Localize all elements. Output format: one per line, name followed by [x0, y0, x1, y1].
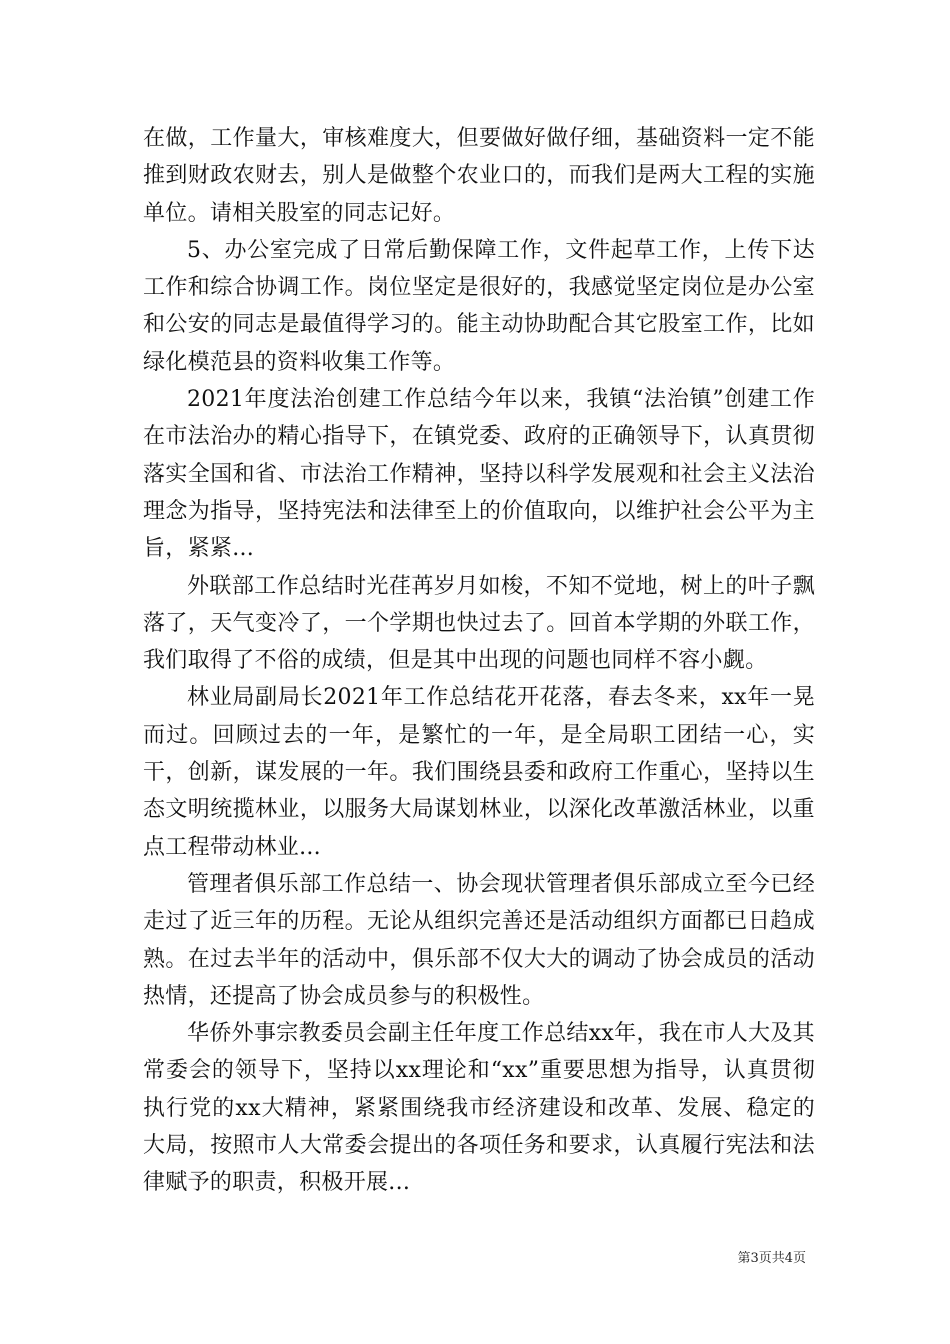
paragraph: 林业局副局长2021年工作总结花开花落，春去冬来，xx年一晃而过。回顾过去的一年，是繁忙的一年，是全局职工团结一心，实干，创新，谋发展的一年。我们围绕县委和政府工作重心，坚持以生态文明统揽林业，以服务大局谋划林业，以深化改革激活林业，以重点工程带动林业...: [143, 685, 815, 860]
document-body: [143, 120, 815, 1202]
page-number-label: 第3页共4页: [737, 1251, 806, 1266]
paragraph: 华侨外事宗教委员会副主任年度工作总结xx年，我在市人大及其常委会的领导下，坚持以xx理论和“xx”重要思想为指导，认真贯彻执行党的xx大精神，紧紧围绕我市经济建设和改革、发展、稳定的大局，按照市人大常委会提出的各项任务和要求，认真履行宪法和法律赋予的职责，积极开展...: [143, 1021, 815, 1196]
paragraph: 管理者俱乐部工作总结一、协会现状管理者俱乐部成立至今已经走过了近三年的历程。无论从组织完善还是活动组织方面都已日趋成熟。在过去半年的活动中，俱乐部不仅大大的调动了协会成员的活动热情，还提高了协会成员参与的积极性。: [143, 871, 815, 1009]
paragraph: 5、办公室完成了日常后勤保障工作，文件起草工作，上传下达工作和综合协调工作。岗位坚定是很好的，我感觉坚定岗位是办公室和公安的同志是最值得学习的。能主动协助配合其它股室工作，比如绿化模范县的资料收集工作等。: [143, 237, 815, 375]
paragraph: 外联部工作总结时光荏苒岁月如梭，不知不觉地，树上的叶子飘落了，天气变冷了，一个学期也快过去了。回首本学期的外联工作，我们取得了不俗的成绩，但是其中出现的问题也同样不容小觑。: [143, 573, 815, 674]
paragraph: 在做，工作量大，审核难度大，但要做好做仔细，基础资料一定不能推到财政农财去，别人是做整个农业口的，而我们是两大工程的实施单位。请相关股室的同志记好。: [143, 126, 815, 226]
page-number-footer: [737, 1247, 806, 1266]
paragraph: 2021年度法治创建工作总结今年以来，我镇“法治镇”创建工作在市法治办的精心指导下，在镇党委、政府的正确领导下，认真贯彻落实全国和省、市法治工作精神，坚持以科学发展观和社会主义法治理念为指导，坚持宪法和法律至上的价值取向，以维护社会公平为主旨，紧紧...: [143, 387, 815, 562]
